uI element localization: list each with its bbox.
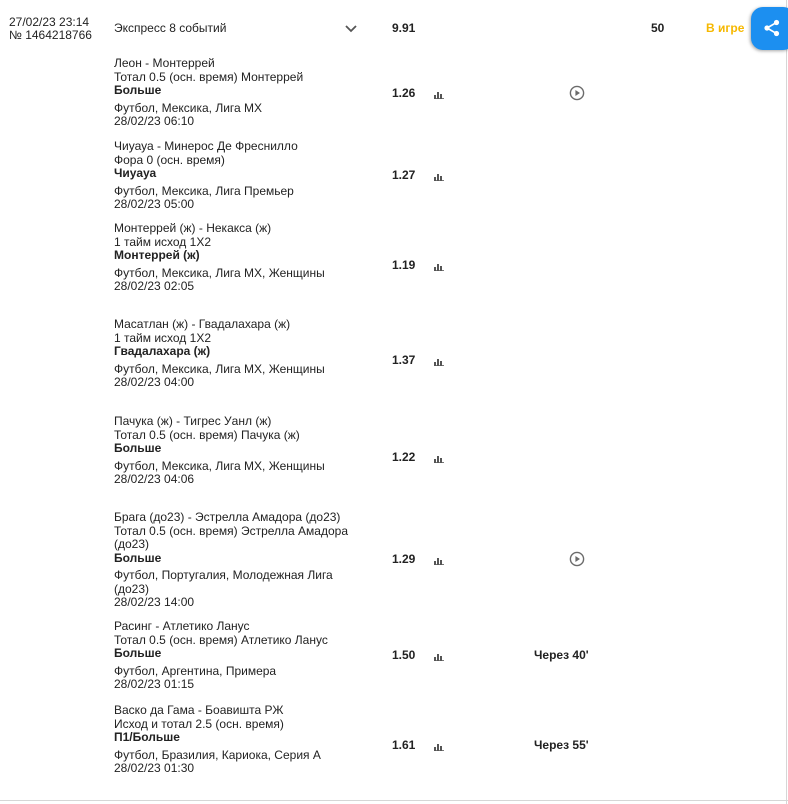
event-pick: П1/Больше <box>114 730 180 744</box>
bet-stake: 50 <box>651 21 665 35</box>
event-info <box>114 511 354 610</box>
event-match: Расинг - Атлетико Ланус <box>114 619 250 633</box>
event-league: Футбол, Бразилия, Кариока, Серия А <box>114 747 321 762</box>
event-match: Пачука (ж) - Тигрес Уанл (ж) <box>114 414 272 428</box>
chart-icon[interactable] <box>434 556 444 565</box>
event-coefficient: 1.19 <box>392 258 416 272</box>
event-pick: Гвадалахара (ж) <box>114 344 211 358</box>
event-time-note: Через 40' <box>534 648 589 662</box>
event-info <box>114 57 354 129</box>
event-league: Футбол, Мексика, Лига МХ <box>114 100 263 115</box>
event-info <box>114 704 354 776</box>
event-match: Брага (до23) - Эстрелла Амадора (до23) <box>114 510 341 524</box>
event-info <box>114 415 354 487</box>
event-info <box>114 222 354 294</box>
event-pick: Больше <box>114 441 162 455</box>
event-info <box>114 620 354 692</box>
event-market: 1 тайм исход 1Х2 <box>114 234 211 249</box>
event-match: Чиуауа - Минерос Де Фреснилло <box>114 139 298 153</box>
event-match: Монтеррей (ж) - Некакса (ж) <box>114 221 272 235</box>
event-league: Футбол, Мексика, Лига МХ, Женщины <box>114 361 325 376</box>
event-coefficient: 1.26 <box>392 86 416 100</box>
event-pick: Чиуауа <box>114 166 157 180</box>
event-league: Футбол, Португалия, Молодежная Лига (до23) <box>114 568 333 596</box>
event-datetime: 28/02/23 01:30 <box>114 761 195 775</box>
event-time-note: Через 55' <box>534 738 589 752</box>
event-coefficient: 1.29 <box>392 552 416 566</box>
event-league: Футбол, Аргентина, Примера <box>114 663 277 678</box>
chart-icon[interactable] <box>434 172 444 181</box>
event-datetime: 28/02/23 14:00 <box>114 595 195 609</box>
event-league: Футбол, Мексика, Лига МХ, Женщины <box>114 265 325 280</box>
event-market: Исход и тотал 2.5 (осн. время) <box>114 716 284 731</box>
chart-icon[interactable] <box>434 742 444 751</box>
event-info <box>114 318 354 390</box>
event-datetime: 28/02/23 05:00 <box>114 197 195 211</box>
event-pick: Монтеррей (ж) <box>114 248 200 262</box>
frame-divider-right <box>786 0 787 804</box>
event-info <box>114 140 354 212</box>
event-datetime: 28/02/23 02:05 <box>114 279 195 293</box>
event-market: Тотал 0.5 (осн. время) Монтеррей <box>114 69 304 84</box>
event-coefficient: 1.61 <box>392 738 416 752</box>
event-pick: Больше <box>114 83 162 97</box>
event-pick: Больше <box>114 646 162 660</box>
chart-icon[interactable] <box>434 90 444 99</box>
chart-icon[interactable] <box>434 454 444 463</box>
event-market: 1 тайм исход 1Х2 <box>114 330 211 345</box>
event-league: Футбол, Мексика, Лига Премьер <box>114 183 294 198</box>
frame-divider-bottom <box>0 800 788 801</box>
event-datetime: 28/02/23 06:10 <box>114 114 195 128</box>
event-coefficient: 1.50 <box>392 648 416 662</box>
event-datetime: 28/02/23 04:00 <box>114 375 195 389</box>
bet-title: Экспресс 8 событий <box>114 21 227 35</box>
event-datetime: 28/02/23 04:06 <box>114 472 195 486</box>
bet-total-coefficient: 9.91 <box>392 21 416 35</box>
event-coefficient: 1.27 <box>392 168 416 182</box>
event-market: Тотал 0.5 (осн. время) Пачука (ж) <box>114 427 300 442</box>
event-league: Футбол, Мексика, Лига МХ, Женщины <box>114 458 325 473</box>
event-datetime: 28/02/23 01:15 <box>114 677 195 691</box>
event-pick: Больше <box>114 550 162 565</box>
chart-icon[interactable] <box>434 262 444 271</box>
bet-date: 27/02/23 23:14 <box>9 15 90 29</box>
event-market: Тотал 0.5 (осн. время) Эстрелла Амадора (до23) <box>114 523 348 551</box>
chart-icon[interactable] <box>434 357 444 366</box>
event-coefficient: 1.37 <box>392 353 416 367</box>
play-icon[interactable] <box>569 551 585 567</box>
event-market: Фора 0 (осн. время) <box>114 152 225 167</box>
bet-number: № 1464218766 <box>9 28 92 42</box>
event-match: Леон - Монтеррей <box>114 56 215 70</box>
event-coefficient: 1.22 <box>392 450 416 464</box>
bet-status: В игре <box>706 21 745 35</box>
play-icon[interactable] <box>569 85 585 101</box>
chevron-down-icon[interactable] <box>344 22 358 36</box>
share-button[interactable] <box>751 7 788 50</box>
share-icon <box>763 19 781 37</box>
event-match: Васко да Гама - Боавишта РЖ <box>114 703 284 717</box>
event-market: Тотал 0.5 (осн. время) Атлетико Ланус <box>114 632 328 647</box>
event-match: Масатлан (ж) - Гвадалахара (ж) <box>114 317 291 331</box>
chart-icon[interactable] <box>434 652 444 661</box>
